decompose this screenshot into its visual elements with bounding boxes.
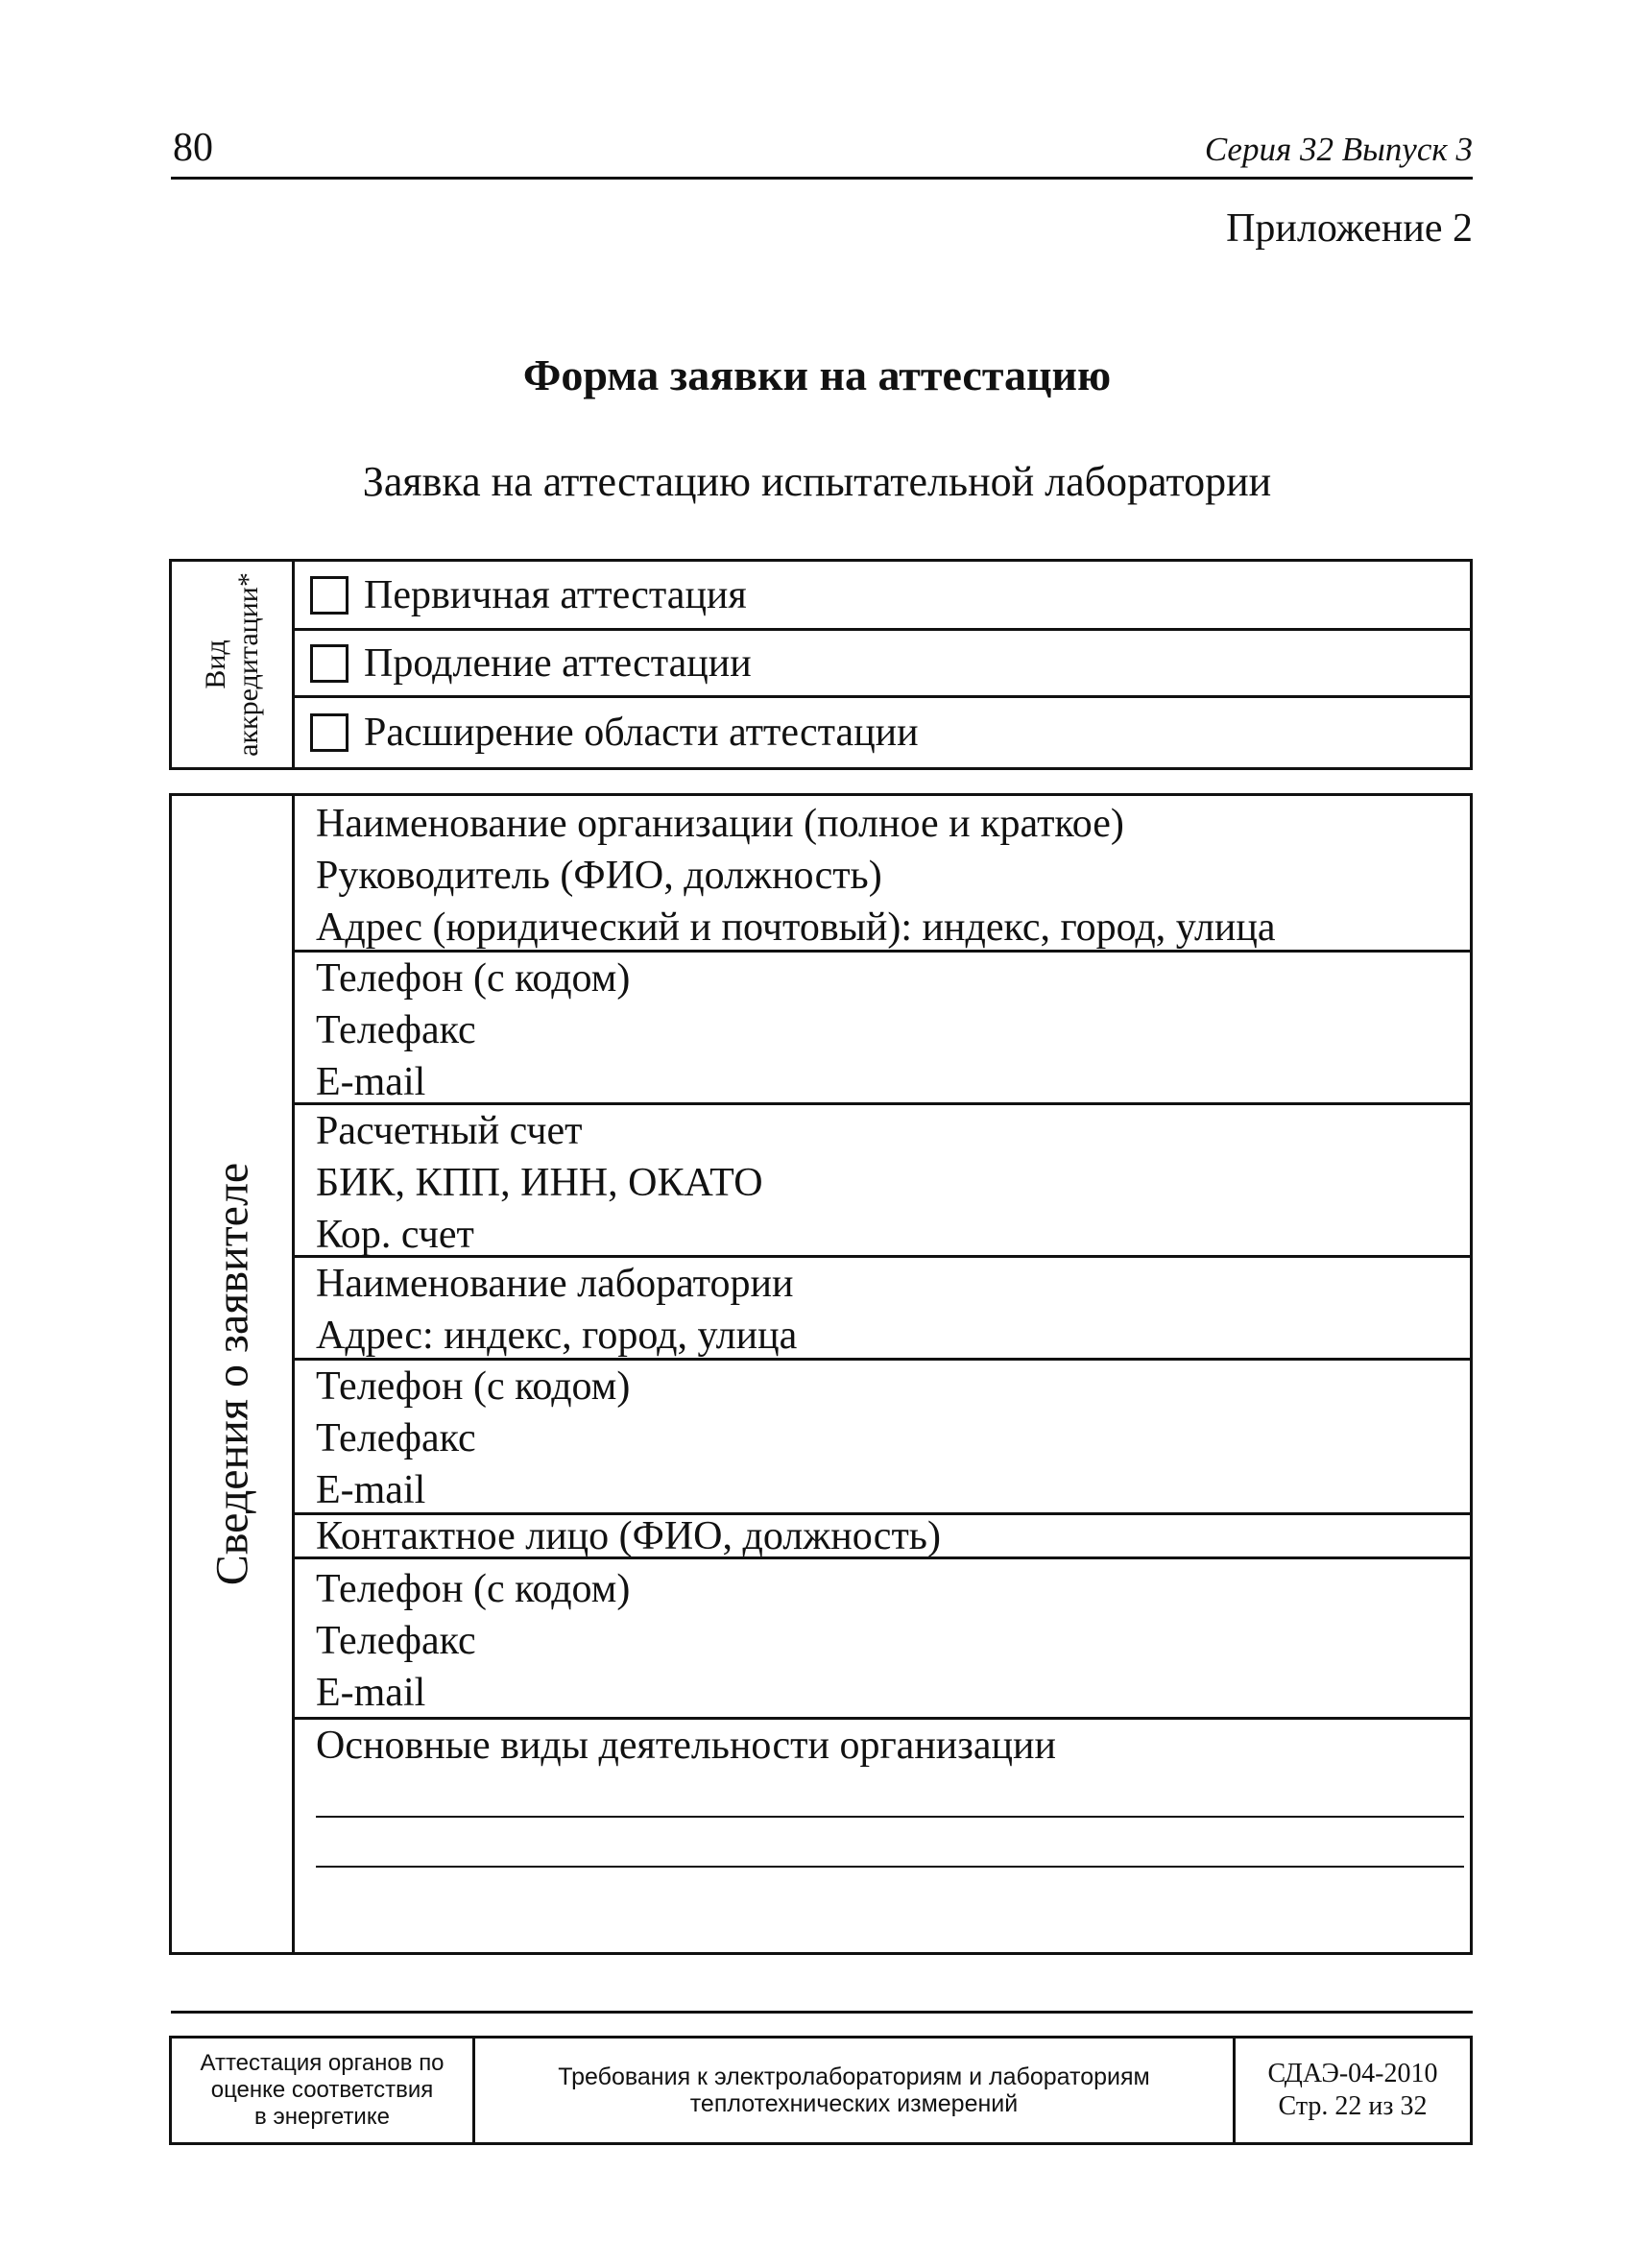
checkbox-extension[interactable] (310, 713, 348, 752)
field-label: Наименование организации (полное и краткое) (316, 802, 1124, 846)
field-label: Телефон (с кодом) (316, 1364, 631, 1409)
field-label: Адрес (юридический и почтовый): индекс, город, улица (316, 905, 1276, 950)
field-label: E-mail (316, 1468, 426, 1512)
section-laboratory[interactable] (295, 1258, 1470, 1361)
option-label: Расширение области аттестации (364, 711, 919, 755)
section-contact-person[interactable] (295, 1515, 1470, 1559)
field-label: Телефакс (316, 1416, 476, 1460)
accreditation-side-line2: аккредитации* (231, 572, 264, 757)
series-label: Серия 32 Выпуск 3 (1204, 131, 1473, 168)
field-label: Телефакс (316, 1619, 476, 1663)
field-label: Основные виды деятельности организации (316, 1724, 1056, 1768)
footer-left-text: Аттестация органов по оценке соответствия в энергетике (200, 2050, 445, 2130)
section-org-contacts[interactable] (295, 953, 1470, 1105)
header-rule (171, 177, 1473, 180)
form-title: Форма заявки на аттестацию (522, 350, 1112, 399)
accreditation-side-label (172, 562, 295, 767)
accreditation-side-line1: Вид (199, 639, 231, 689)
footer-center-text: Требования к электролабораториям и лабораториям теплотехнических измерений (558, 2063, 1150, 2117)
checkbox-primary[interactable] (310, 576, 348, 615)
appendix-label: Приложение 2 (1226, 206, 1473, 251)
applicant-side-label (172, 796, 295, 1952)
section-activities[interactable] (295, 1720, 1470, 1952)
applicant-table (169, 793, 1473, 1955)
section-organization[interactable] (295, 796, 1470, 953)
field-label: E-mail (316, 1671, 426, 1715)
footer-center-cell (475, 2039, 1236, 2142)
field-label: Телефон (с кодом) (316, 956, 631, 1001)
page-number: 80 (173, 126, 213, 170)
field-label: Расчетный счет (316, 1109, 583, 1153)
footer-page: Стр. 22 из 32 (1278, 2091, 1428, 2121)
footer-rule (171, 2011, 1473, 2014)
form-subtitle: Заявка на аттестацию испытательной лаборатории (362, 458, 1272, 505)
field-label: Телефакс (316, 1008, 476, 1052)
field-label: Телефон (с кодом) (316, 1567, 631, 1611)
footer-table (169, 2036, 1473, 2145)
field-label: Адрес: индекс, город, улица (316, 1314, 798, 1358)
field-label: E-mail (316, 1060, 426, 1104)
footer-left-cell (172, 2039, 475, 2142)
blank-line-2[interactable] (316, 1866, 1464, 1868)
footer-doc-code: СДАЭ-04-2010 (1267, 2059, 1438, 2088)
accreditation-option-primary[interactable] (295, 562, 1470, 631)
field-label: Контактное лицо (ФИО, должность) (316, 1514, 941, 1558)
accreditation-option-extension[interactable] (295, 698, 1470, 767)
section-contact-phones[interactable] (295, 1559, 1470, 1720)
field-label: БИК, КПП, ИНН, ОКАТО (316, 1161, 763, 1205)
blank-line-1[interactable] (316, 1816, 1464, 1818)
field-label: Наименование лаборатории (316, 1262, 794, 1306)
option-label: Продление аттестации (364, 640, 752, 686)
applicant-side-text: Сведения о заявителе (206, 1162, 257, 1586)
section-lab-contacts[interactable] (295, 1361, 1470, 1515)
footer-right-cell (1236, 2039, 1470, 2142)
field-label: Руководитель (ФИО, должность) (316, 854, 882, 898)
accreditation-table (169, 559, 1473, 770)
section-bank-details[interactable] (295, 1105, 1470, 1258)
option-label: Первичная аттестация (364, 572, 747, 617)
checkbox-renewal[interactable] (310, 644, 348, 683)
field-label: Кор. счет (316, 1213, 474, 1257)
accreditation-option-renewal[interactable] (295, 631, 1470, 698)
